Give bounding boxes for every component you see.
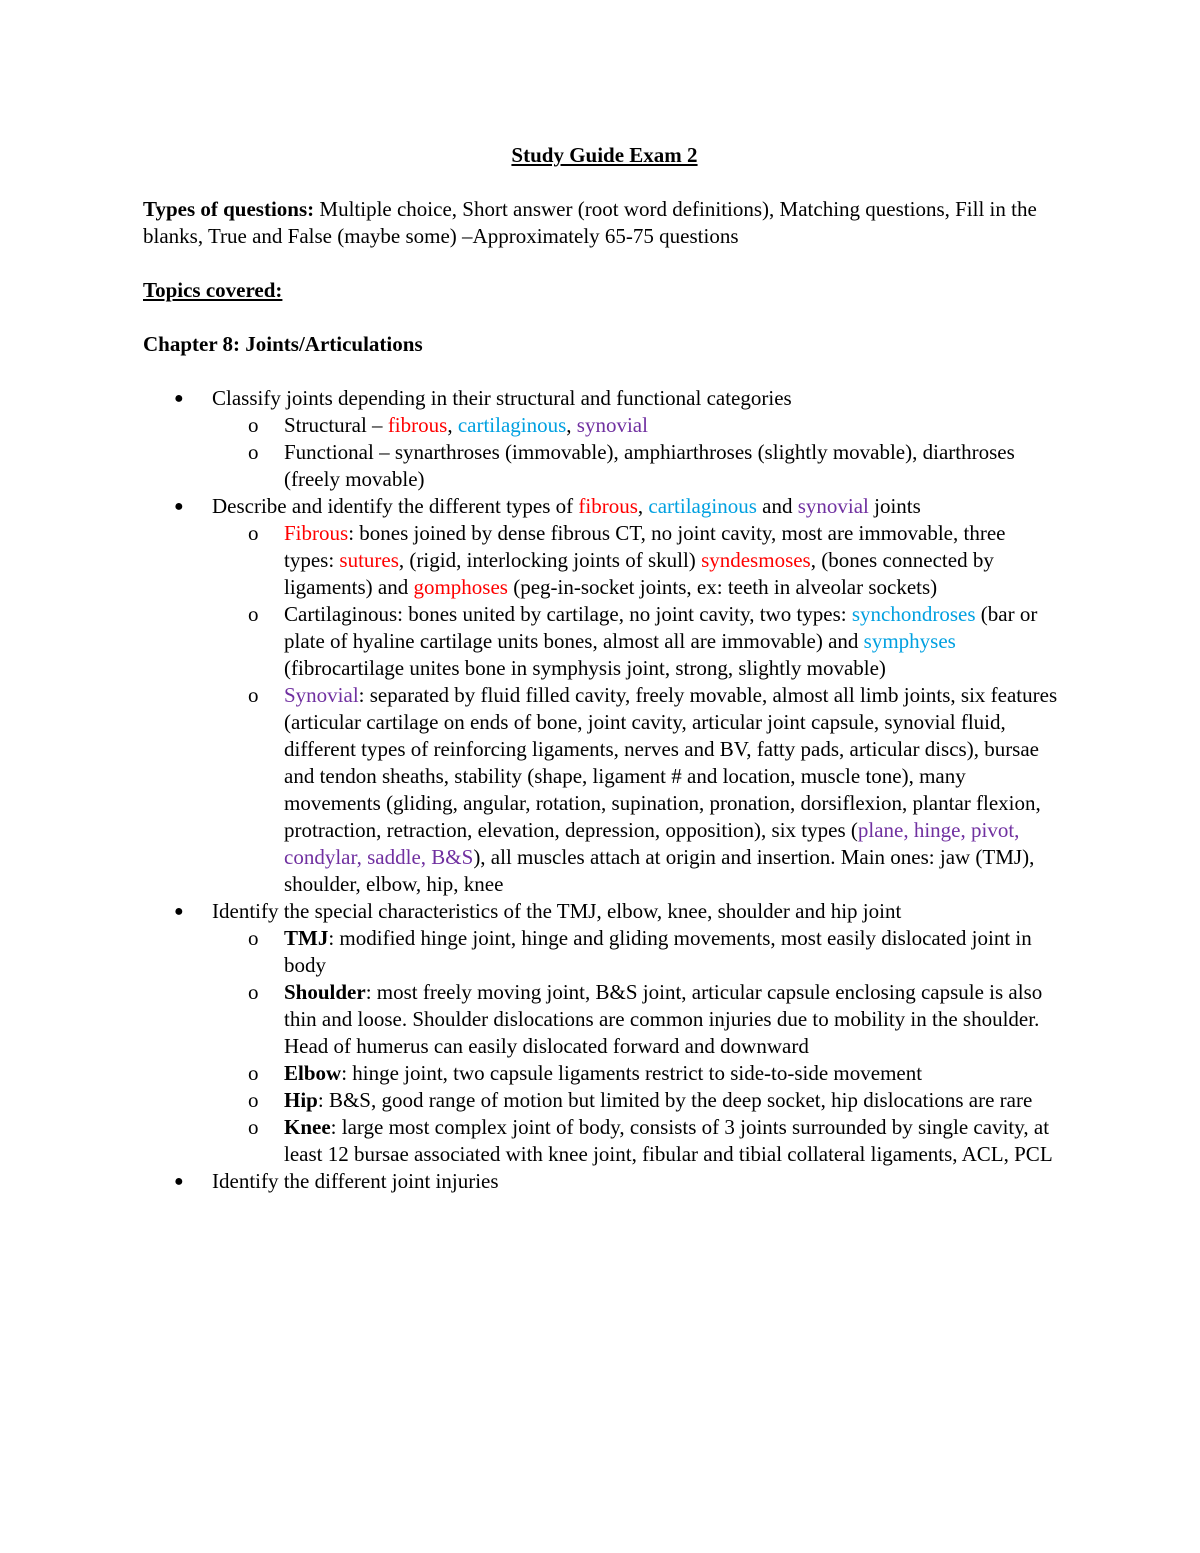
shoulder-description bbox=[215, 979, 1060, 1060]
fibrous-description bbox=[215, 520, 1060, 601]
text-run: (fibrocartilage unites bone in symphysis joint, strong, slightly movable) bbox=[284, 656, 886, 680]
sub-list-item bbox=[143, 412, 1060, 439]
text-run: , bbox=[566, 413, 577, 437]
chapter-heading: Chapter 8: Joints/Articulations bbox=[143, 332, 423, 356]
sub-list-item bbox=[143, 601, 1060, 682]
sub-list-item bbox=[143, 1087, 1060, 1114]
list-item-text: Identify the different joint injuries bbox=[212, 1169, 499, 1193]
sub-bullet-icon: o bbox=[248, 926, 259, 950]
hip-description bbox=[215, 1087, 1060, 1114]
sub-list-item bbox=[143, 682, 1060, 898]
synovial-types-term: plane, hinge, pivot, condylar, saddle, B&S bbox=[284, 818, 1020, 869]
sub-bullet-icon: o bbox=[248, 1061, 259, 1085]
syndesmoses-term: syndesmoses bbox=[701, 548, 811, 572]
tmj-description bbox=[215, 925, 1060, 979]
gomphoses-term: gomphoses bbox=[413, 575, 508, 599]
question-types-label: Types of questions: bbox=[143, 197, 315, 221]
sub-list-item bbox=[143, 520, 1060, 601]
sub-bullet-icon: o bbox=[248, 602, 259, 626]
sub-list-item bbox=[143, 925, 1060, 979]
text-run: joints bbox=[868, 494, 921, 518]
question-types-paragraph bbox=[143, 196, 1060, 250]
sub-bullet-icon: o bbox=[248, 413, 259, 437]
knee-description bbox=[215, 1114, 1060, 1168]
list-item-text: Classify joints depending in their structural and functional categories bbox=[212, 386, 792, 410]
list-item bbox=[143, 898, 1060, 1168]
text-run: : hinge joint, two capsule ligaments restrict to side-to-side movement bbox=[341, 1061, 923, 1085]
sub-list bbox=[212, 520, 1060, 898]
list-item bbox=[143, 493, 1060, 898]
sub-bullet-icon: o bbox=[248, 1115, 259, 1139]
list-item-text bbox=[212, 494, 921, 518]
cartilaginous-term: cartilaginous bbox=[648, 494, 757, 518]
bullet-icon: ● bbox=[174, 498, 184, 515]
sub-list-item bbox=[143, 979, 1060, 1060]
list-item bbox=[143, 385, 1060, 493]
cartilaginous-term: cartilaginous bbox=[457, 413, 567, 437]
fibrous-term: Fibrous bbox=[284, 521, 349, 545]
cartilaginous-description bbox=[215, 601, 1060, 682]
sub-list-item bbox=[143, 1060, 1060, 1087]
text-run: : bones joined by dense fibrous CT, no joint cavity, most are immovable, three types: bbox=[284, 521, 1006, 572]
text-run: , (rigid, interlocking joints of skull) bbox=[398, 548, 702, 572]
synchondroses-term: synchondroses bbox=[851, 602, 976, 626]
structural-text bbox=[215, 412, 1060, 439]
topics-heading: Topics covered: bbox=[143, 278, 283, 302]
sutures-term: sutures bbox=[339, 548, 399, 572]
hip-label: Hip bbox=[284, 1088, 318, 1112]
functional-text: Functional – synarthroses (immovable), amphiarthroses (slightly movable), diarthroses (freely movable) bbox=[284, 440, 1015, 491]
elbow-label: Elbow bbox=[284, 1061, 342, 1085]
synovial-term: synovial bbox=[576, 413, 648, 437]
synovial-description bbox=[215, 682, 1060, 898]
text-run: , (bones connected by ligaments) and bbox=[284, 548, 994, 599]
text-run: : most freely moving joint, B&S joint, articular capsule enclosing capsule is also thin and loose. Shoulder dislocations are common injuries due to mobility in the shoulder. Head of humerus can easily dislocated forward and downward bbox=[284, 980, 1043, 1058]
fibrous-term: fibrous bbox=[578, 494, 638, 518]
text-run: , bbox=[447, 413, 458, 437]
text-run: , bbox=[637, 494, 649, 518]
fibrous-term: fibrous bbox=[387, 413, 448, 437]
bullet-icon: ● bbox=[174, 1173, 184, 1190]
text-run: : B&S, good range of motion but limited by the deep socket, hip dislocations are rare bbox=[317, 1088, 1033, 1112]
sub-list bbox=[212, 925, 1060, 1168]
text-run: : large most complex joint of body, consists of 3 joints surrounded by single cavity, at least 12 bursae associated with knee joint, fibular and tibial collateral ligaments, ACL, PCL bbox=[284, 1115, 1053, 1166]
question-types-text: Multiple choice, Short answer (root word definitions), Matching questions, Fill in the blanks, True and False (maybe some) –Approximately 65-75 questions bbox=[143, 197, 1037, 248]
sub-list bbox=[212, 412, 1060, 493]
topic-list bbox=[143, 385, 1060, 1195]
synovial-term: Synovial bbox=[284, 683, 359, 707]
sub-bullet-icon: o bbox=[248, 980, 259, 1004]
text-run: Cartilaginous: bones united by cartilage, no joint cavity, two types: bbox=[284, 602, 852, 626]
elbow-description bbox=[215, 1060, 1060, 1087]
sub-list-item bbox=[143, 439, 1060, 493]
tmj-label: TMJ bbox=[284, 926, 329, 950]
sub-bullet-icon: o bbox=[248, 440, 259, 464]
list-item bbox=[143, 1168, 1060, 1195]
synovial-term: synovial bbox=[797, 494, 869, 518]
shoulder-label: Shoulder bbox=[284, 980, 366, 1004]
text-run: : modified hinge joint, hinge and gliding movements, most easily dislocated joint in body bbox=[284, 926, 1032, 977]
text-run: Describe and identify the different types of bbox=[212, 494, 579, 518]
symphyses-term: symphyses bbox=[863, 629, 956, 653]
text-run: and bbox=[756, 494, 798, 518]
text-run: (bar or plate of hyaline cartilage units bones, almost all are immovable) and bbox=[284, 602, 1038, 653]
sub-bullet-icon: o bbox=[248, 1088, 259, 1112]
text-run: Structural – bbox=[284, 413, 388, 437]
text-run: ), all muscles attach at origin and insertion. Main ones: jaw (TMJ), shoulder, elbow, hip, knee bbox=[284, 845, 1035, 896]
knee-label: Knee bbox=[284, 1115, 331, 1139]
sub-bullet-icon: o bbox=[248, 683, 259, 707]
page-title: Study Guide Exam 2 bbox=[511, 143, 698, 167]
text-run: (peg-in-socket joints, ex: teeth in alveolar sockets) bbox=[507, 575, 938, 599]
sub-bullet-icon: o bbox=[248, 521, 259, 545]
sub-list-item bbox=[143, 1114, 1060, 1168]
text-run: : separated by fluid filled cavity, freely movable, almost all limb joints, six features (articular cartilage on ends of bone, joint cavity, articular joint capsule, synovial fluid, different types of reinforcing ligaments, nerves and BV, fatty pads, articular discs), bursae and tendon sheaths, stability (shape, ligament # and location, muscle tone), many movements (gliding, angular, rotation, supination, pronation, dorsiflexion, plantar flexion, protraction, retraction, elevation, depression, opposition), six types ( bbox=[284, 683, 1058, 842]
bullet-icon: ● bbox=[174, 903, 184, 920]
bullet-icon: ● bbox=[174, 390, 184, 407]
list-item-text: Identify the special characteristics of the TMJ, elbow, knee, shoulder and hip joint bbox=[212, 899, 902, 923]
